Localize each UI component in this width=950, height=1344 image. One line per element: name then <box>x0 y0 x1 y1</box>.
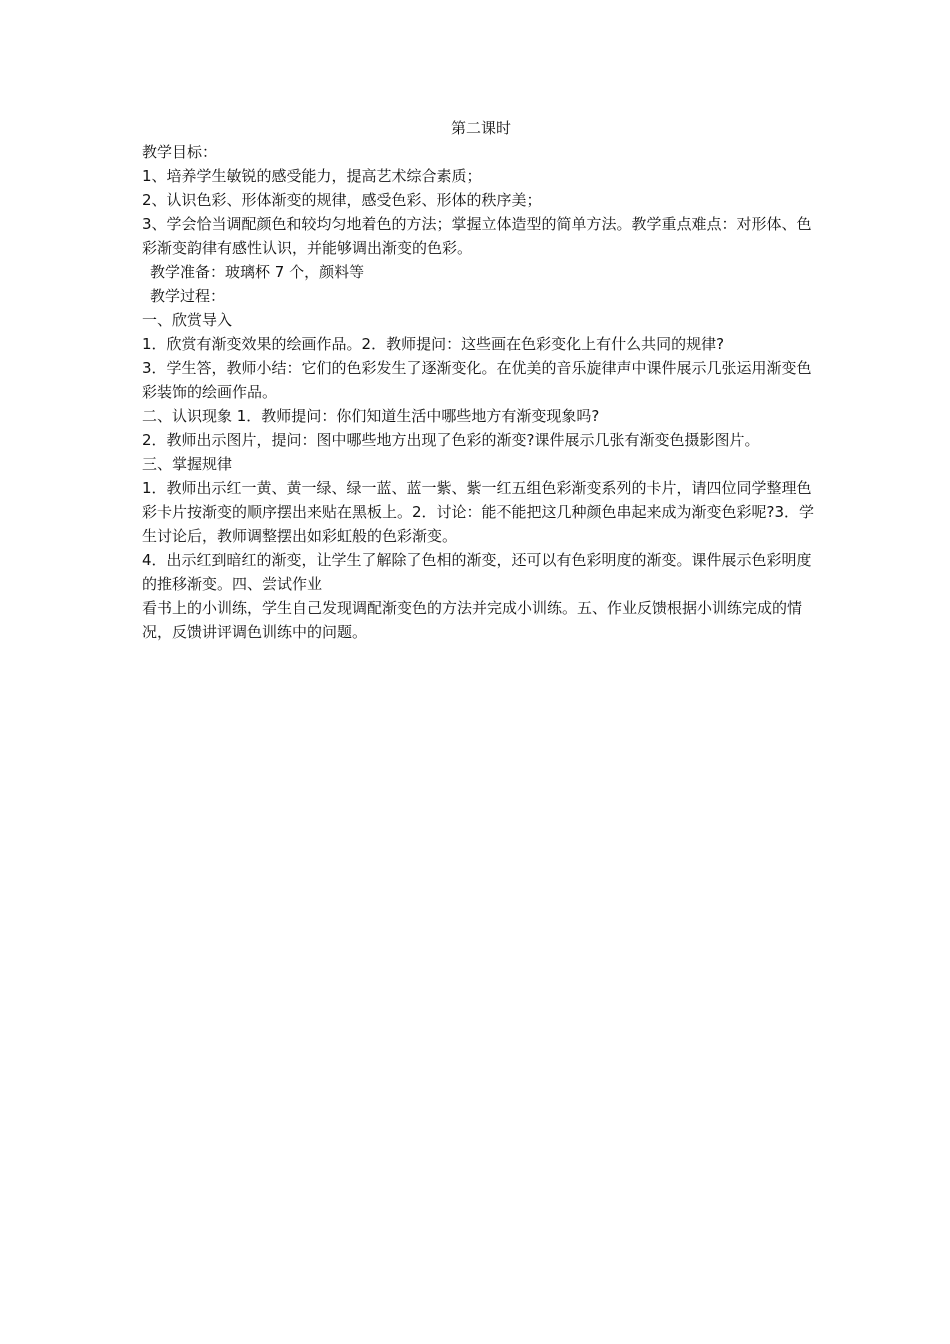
objective-1: 1、培养学生敏锐的感受能力，提高艺术综合素质； <box>142 167 482 185</box>
rules-step-4: 4．出示红到暗红的渐变，让学生了解除了色相的渐变，还可以有色彩明度的渐变。课件展示色彩明度的推移渐变。四、尝试作业 <box>142 551 812 593</box>
appreciation-step-1: 1．欣赏有渐变效果的绘画作品。2．教师提问：这些画在色彩变化上有什么共同的规律? <box>142 335 725 353</box>
section-phenomenon: 二、认识现象 1．教师提问：你们知道生活中哪些地方有渐变现象吗? <box>142 407 600 425</box>
appreciation-step-3: 3．学生答，教师小结：它们的色彩发生了逐渐变化。在优美的音乐旋律声中课件展示几张运用渐变色彩装饰的绘画作品。 <box>142 359 812 401</box>
section-objectives-heading: 教学目标： <box>142 143 218 161</box>
teaching-preparation: 教学准备：玻璃杯 7 个，颜料等 <box>150 263 365 281</box>
teaching-process-heading: 教学过程： <box>150 287 226 305</box>
objective-3: 3、学会恰当调配颜色和较均匀地着色的方法；掌握立体造型的简单方法。教学重点难点：对形体、色彩渐变韵律有感性认识，并能够调出渐变的色彩。 <box>142 215 812 257</box>
rules-step-1: 1．教师出示红一黄、黄一绿、绿一蓝、蓝一紫、紫一红五组色彩渐变系列的卡片，请四位同学整理色彩卡片按渐变的顺序摆出来贴在黑板上。2．讨论：能不能把这几种颜色串起来成为渐变色彩呢?3．学生讨论后，教师调整摆出如彩虹般的色彩渐变。 <box>142 479 815 545</box>
document-title: 第二课时 <box>450 119 511 137</box>
objective-2: 2、认识色彩、形体渐变的规律，感受色彩、形体的秩序美； <box>142 191 542 209</box>
section-appreciation-heading: 一、欣赏导入 <box>142 311 233 329</box>
document-body <box>142 116 820 644</box>
practice-feedback: 看书上的小训练，学生自己发现调配渐变色的方法并完成小训练。五、作业反馈根据小训练完成的情况，反馈讲评调色训练中的问题。 <box>142 599 803 641</box>
phenomenon-step-2: 2．教师出示图片，提问：图中哪些地方出现了色彩的渐变?课件展示几张有渐变色摄影图片。 <box>142 431 760 449</box>
section-rules-heading: 三、掌握规律 <box>142 455 233 473</box>
